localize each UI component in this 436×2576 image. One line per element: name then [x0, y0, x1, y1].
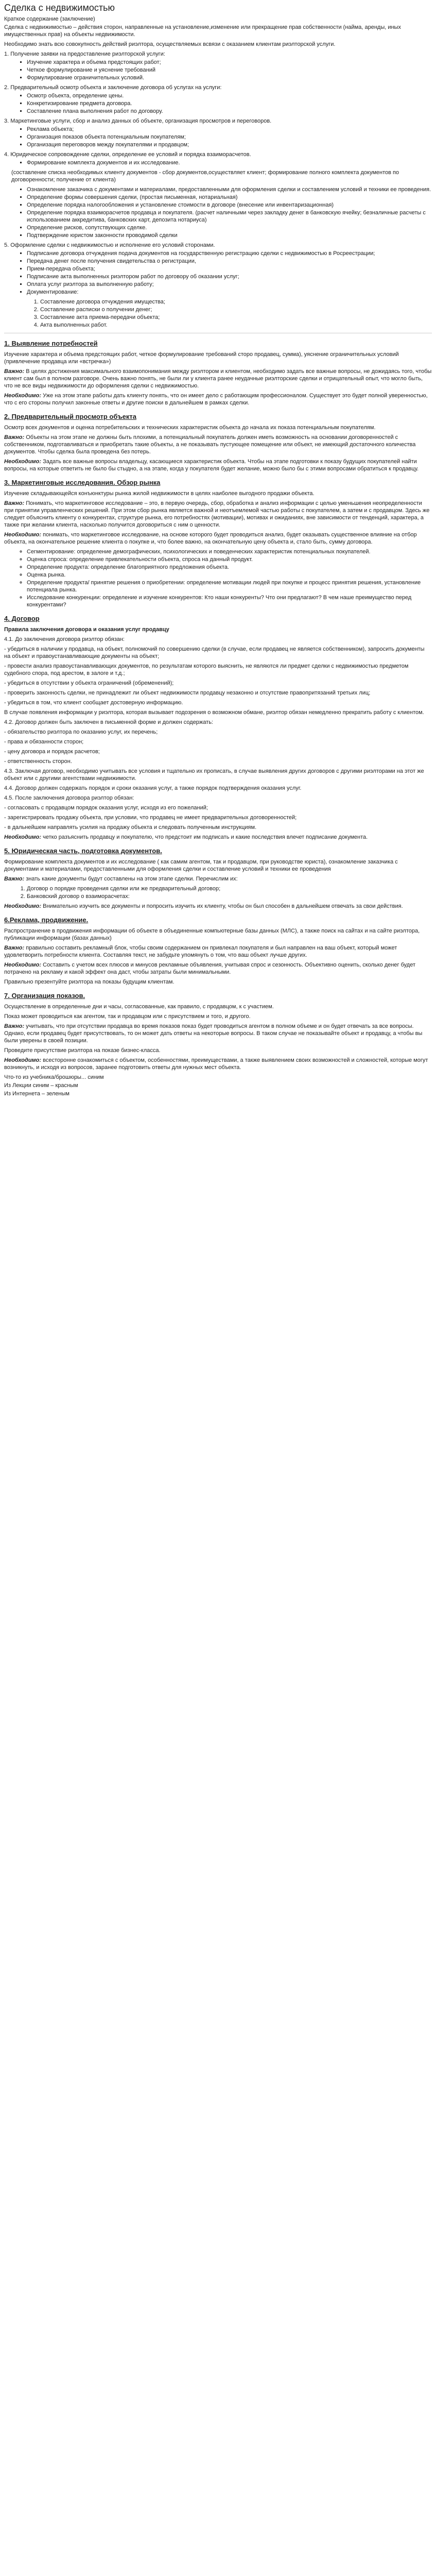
list-item: ▪ Оплата услуг риэлтора за выполненную работу; [27, 281, 432, 288]
numbered-list [4, 298, 432, 329]
footer-line: Из Лекции синим – красным [4, 1082, 78, 1089]
list-item: ▪ Четкое формулирование и уяснение требований [27, 66, 432, 74]
paragraph: Правильно презентуйте риэлтора на показы будущим клиентам. [4, 979, 175, 985]
list-item: ▪ Подписание договора отчуждения подача документов на государственную регистрацию сделки с недвижимостью в Росреестрации; [27, 250, 432, 257]
paragraph-text: Понимать, что маркетинговое исследование – это, в первую очередь, сбор, обработка и анализ информации с целью уменьшения неопределенности при принятии управленческих решений. При этом сбор рынка является важной и неотъемлемой частью работы с покупателем, а затем и с продавцом. Здесь же следует объяснить клиенту о конкурентах, структуре рынка, его потребностях (мотивации), мотивах и ожиданиях, вне зависимости от тенденций, характера, а также при желании клиента, насколько получится договориться с ним о ценности. [4, 500, 430, 528]
paragraph: 4.3. Заключая договор, необходимо учитывать все условия и тщательно их прописать, в случае выявления других договоров с другими риэлторами на этот же объект или с другими агентствами недвижимости. [4, 768, 424, 782]
page-subtitle: Краткое содержание (заключение) [4, 16, 95, 22]
list-item: 2. Банковский договор о взаиморасчетах: [27, 893, 432, 900]
paragraph-lead: Важно: [4, 368, 25, 375]
paragraph-lead: Необходимо: [4, 834, 42, 840]
bullet-list [4, 159, 432, 166]
paragraph: - убедиться в отсутствии у объекта ограничений (обременений); [4, 680, 174, 686]
list-item: ▪ Осмотр объекта, определение цены. [27, 92, 432, 99]
list-item: ▪ Подписание акта выполненных риэлтором работ по договору об оказании услуг; [27, 273, 432, 280]
list-item: ◦ Исследование конкуренции: определение и изучение конкурентов: Кто наши конкуренты? Что они предлагают? В чем наше преимущество перед конкурентами? [27, 594, 432, 608]
list-item: 2. Составление расписки о получении денег; [40, 306, 432, 313]
list-item: ▪ Организация показов объекта потенциальным покупателям; [27, 133, 432, 141]
paragraph: - зарегистрировать продажу объекта, при условии, что продавец не имеет предварительных договоренностей; [4, 815, 297, 821]
paragraph: Правила заключения договора и оказания услуг продавцу [4, 626, 169, 633]
paragraph-lead: Важно: [4, 945, 25, 951]
list-item: ◦ Сегментирование: определение демографических, психологических и поведенческих характеристик потенциальных покупателей. [27, 548, 432, 555]
list-item: 4. Акта выполненных работ. [40, 321, 432, 329]
list-item: ▪ Составление плана выполнения работ по договору. [27, 108, 432, 115]
paragraph: 4.4. Договор должен содержать порядок и сроки оказания услуг, а также порядок подтверждения оказания услуг. [4, 785, 302, 791]
numbered-list [4, 885, 432, 900]
paragraph: - проверить законность сделки, не принадлежит ли объект недвижимости продавцу незаконно и отсутствие правопритязаний третьих лиц; [4, 690, 371, 696]
footer-line: Из Интернета – зеленым [4, 1091, 69, 1097]
section-heading: 1. Выявление потребностей [4, 340, 98, 347]
list-item: ▪ Организация переговоров между покупателями и продавцом; [27, 141, 432, 148]
paragraph-text: Составить с учетом всех плюсов и минусов рекламные объявления, учитывая спрос и сезонность. Объективно оценить, сколько денег будет потрачено на рекламу и какой эффект она даст, чтобы затраты были минимальными. [4, 962, 416, 975]
paragraph-lead: Необходимо: [4, 962, 42, 968]
paragraph [4, 961, 432, 976]
step-title: 1. Получение заявки на предоставление риэлторской услуги: [4, 51, 165, 57]
paragraph [4, 1023, 432, 1044]
section-heading: 6.Реклама, продвижение. [4, 916, 89, 924]
paragraph [4, 875, 432, 883]
section-heading: 3. Маркетинговые исследования. Обзор рынка [4, 479, 161, 486]
sections-block [4, 340, 432, 1071]
step-title: 4. Юридическое сопровождение сделки, определение ее условий и порядка взаиморасчетов. [4, 151, 251, 158]
list-item: ▪ Ознакомление заказчика с документами и материалами, предоставленными для оформления сделки и составлением условий и техники ее проведения. [27, 186, 432, 193]
section-heading: 5. Юридическая часть, подготовка документов. [4, 847, 162, 855]
list-item: ◦ Определение продукта/ принятие решения о приобретении: определение мотивации людей при покупке и процесс принятия решения, установление потенциала рынка. [27, 579, 432, 594]
intro-block [4, 24, 432, 48]
list-item: ▪ Документирование: [27, 289, 432, 296]
paragraph: - провести анализ правоустанавливающих документов, по результатам которого выяснить, не являются ли предмет сделки с недвижимостью предметом судебного спора, под арестом, в залоге и т.д.; [4, 663, 409, 676]
step-title: 3. Маркетинговые услуги, сбор и анализ данных об объекте, организация просмотров и переговоров. [4, 118, 272, 124]
paragraph: - обязательство риэлтора по оказанию услуг, их перечень; [4, 729, 158, 735]
paragraph: - убедиться в наличии у продавца, на объект, полномочий по совершению сделки (в случае, если продавец не является собственником), запросить документы на объект и правоустанавливающие документы на объект; [4, 646, 425, 659]
paragraph-text: Уже на этом этапе работы дать клиенту понять, что он имеет дело с работающим профессионалом. Существует это будет полной уверенностью, что с его стороны получил законные ответы и другие поиски в дальнейшем в рамках сделки. [4, 393, 428, 406]
list-item: ▪ Формирование комплекта документов и их исследование. [27, 159, 432, 166]
paragraph [4, 903, 432, 910]
paragraph-lead: Необходимо: [4, 532, 42, 538]
bullet-list [4, 186, 432, 239]
step-title: 2. Предварительный осмотр объекта и заключение договора об услугах на услуги: [4, 84, 222, 91]
bullet-list [4, 59, 432, 81]
bullet-list [4, 126, 432, 148]
list-item: ▪ Изучение характера и объема предстоящих работ; [27, 59, 432, 66]
bullet-list [4, 92, 432, 115]
section-heading: 4. Договор [4, 615, 40, 622]
paragraph-lead: Важно: [4, 1023, 25, 1029]
paragraph [4, 392, 432, 406]
bullet-list [4, 250, 432, 296]
list-item: ▪ Реклама объекта; [27, 126, 432, 133]
paragraph-text: Объекты на этом этапе не должны быть плохими, а потенциальный покупатель должен иметь возможность на основании договоренностей с собственником, подготавливаться и приобретать такие объекты, а не показывать пустующее помещение или объект, не имеющий достаточного количества документов. Чтобы сделка была проведена без потерь. [4, 434, 416, 455]
paragraph-text: четко разъяснить продавцу и покупателю, что предстоит им подписать и какие последствия влечет подписание документа. [41, 834, 368, 840]
bullet-list [4, 548, 432, 608]
list-item: 1. Составление договора отчуждения имущества; [40, 298, 432, 306]
paragraph: 4.2. Договор должен быть заключен в письменной форме и должен содержать: [4, 719, 213, 725]
list-item: ▪ Подтверждение юристом законности проводимой сделки [27, 232, 432, 239]
paragraph-lead: Необходимо: [4, 903, 42, 909]
list-item: ◦ Определение продукта: определение благоприятного предложения объекта. [27, 564, 432, 571]
paragraph [4, 458, 432, 472]
list-item: ◦ Оценка рынка. [27, 571, 432, 579]
paragraph-text: В целях достижения максимального взаимопонимания между риэлтором и клиентом, необходимо задать все важные вопросы, не дожидаясь того, чтобы клиент сам был в полном разговоре. Очень важно понять, не были ли у клиента ранее неудачные риэлторские сделки и отрицательный опыт, что могло быть, что не все виды недвижимости до оформления сделки с недвижимостью. [4, 368, 432, 389]
page-title: Сделка с недвижимостью [4, 3, 115, 13]
paragraph [4, 944, 432, 959]
paragraph: Необходимо знать всю совокупность действий риэлтора, осуществляемых всвязи с оказанием клиентам риэлторской услуги. [4, 41, 336, 47]
paragraph-lead: Важно: [4, 500, 25, 506]
footer-notes [4, 1074, 432, 1097]
paragraph: - в дальнейшем направлять усилия на продажу объекта и следовать полученным инструкциям. [4, 824, 257, 831]
list-item: ▪ Передача денег после получения свидетельства о регистрации, [27, 258, 432, 265]
paragraph: Проведите присутствие риэлтора на показе бизнес-класса. [4, 1047, 161, 1054]
paragraph: 4.5. После заключения договора риэлтор обязан: [4, 795, 134, 801]
section-heading: 7. Организация показов. [4, 992, 85, 999]
list-item: ▪ Прием-передача объекта; [27, 265, 432, 273]
paragraph: - согласовать с продавцом порядок оказания услуг, исходя из его пожеланий; [4, 805, 208, 811]
paragraph [4, 434, 432, 455]
list-item: ▪ Определение порядка взаиморасчетов продавца и покупателя. (расчет наличными через закладку денег в банковскую ячейку; безналичные расчеты с использованием аккредитива, банковских карт, депозита нотариуса) [27, 209, 432, 224]
paragraph: - убедиться в том, что клиент сообщает достоверную информацию. [4, 700, 183, 706]
paragraph [4, 1057, 432, 1071]
step-note: (составление списка необходимых клиенту документов - сбор документов,осуществляет клиент; формирование полного комплекта документов по договоренности; получение от клиента) [11, 170, 399, 183]
paragraph: Изучение складывающейся конъюнктуры рынка жилой недвижимости в целях наиболее выгодного продажи объекта. [4, 490, 315, 497]
paragraph: - права и обязанности сторон; [4, 739, 84, 745]
paragraph-text: Внимательно изучить все документы и попросить изучить их клиенту, чтобы он был способен в дальнейшем отвечать за свои действия. [41, 903, 403, 909]
paragraph-text: знать какие документы будут составлены на этом этапе сделки. Перечислим их: [24, 876, 238, 882]
document [0, 0, 436, 1097]
paragraph [4, 531, 432, 546]
paragraph: Изучение характера и объема предстоящих работ, четкое формулирование требований сторо продавец, сумма), уяснение ограничительных условий (привлечение продавца или «встречка») [4, 351, 399, 365]
paragraph: Распространение в продвижения информации об объекте в объединенные компьютерные базы данных (МЛС), а также поиск на сайтах и на сайте риэлтора, публикации информации (базах данных) [4, 928, 420, 941]
list-item: 3. Составление акта приема-передачи объекта; [40, 314, 432, 321]
footer-line: Что-то из учебника/брошюры... синим [4, 1074, 104, 1080]
paragraph: В случае появления информации у риэлтора, которая вызывает подозрения о возможном обмане, риэлтор обязан немедленно прекратить работу с клиентом. [4, 709, 424, 716]
paragraph: - ответственность сторон. [4, 758, 72, 765]
paragraph-lead: Важно: [4, 876, 25, 882]
paragraph-lead: Необходимо: [4, 393, 42, 399]
paragraph-text: учитывать, что при отсутствии продавца во время показов показ будет проводиться агентом в полном объеме и он будет отвечать за все вопросы. Однако, если продавец будет присутствовать, то он может дать ответы на некоторые вопросы. В таком случае не показывайте объект и продавцу, а чтобы вы были уверены в своей позиции. [4, 1023, 423, 1044]
list-item: 1. Договор о порядке проведения сделки или же предварительный договор; [27, 885, 432, 892]
paragraph [4, 500, 432, 529]
paragraph-text: понимать, что маркетинговое исследование, на основе которого будет проводиться анализ, будет оказывать существенное влияние на отбор объекта, на окончательное решение клиента о покупке и, что более важно, на окончательную цену объекта и, стало быть, сумму договора. [4, 532, 417, 545]
paragraph [4, 834, 432, 841]
steps-block [4, 50, 432, 329]
paragraph: Осуществление в определенные дни и часы, согласованные, как правило, с продавцом, к с участием. [4, 1004, 274, 1010]
paragraph [4, 368, 432, 389]
list-item: ▪ Конкретизирование предмета договора. [27, 100, 432, 107]
paragraph-lead: Важно: [4, 434, 25, 440]
paragraph: Показ может проводиться как агентом, так и продавцом или с присутствием и того, и другого. [4, 1013, 251, 1020]
paragraph: Осмотр всех документов и оценка потребительских и технических характеристик объекта до начала их показа потенциальным покупателям. [4, 425, 376, 431]
list-item: ▪ Формулирование ограничительных условий. [27, 74, 432, 81]
paragraph-lead: Необходимо: [4, 459, 42, 465]
list-item: ▪ Определение рисков, сопутствующих сделке. [27, 224, 432, 231]
list-item: ▪ Определение формы совершения сделки, (простая письменная, нотариальная) [27, 194, 432, 201]
paragraph: Формирование комплекта документов и их исследование ( как самим агентом, так и продавцом, при руководстве юриста), ознакомление заказчика с документами и материалами, предоставленными для оформления сделки и составление условий и техники ее проведения [4, 859, 398, 872]
list-item: ◦ Оценка спроса: определение привлекательности объекта, спроса на данный продукт. [27, 556, 432, 563]
paragraph-text: правильно составить рекламный блок, чтобы своим содержанием он привлекал покупателя и был направлен на ваш объект, который может удовлетворить потребности клиента. Составляя текст, не забудьте упомянуть о том, что ваш объект лучше других. [4, 945, 397, 958]
paragraph-text: Задать все важные вопросы владельцу, касающиеся характеристик объекта. Чтобы на этапе подготовки к показу будущих покупателей найти вопросы, на которые ответить не было бы стыдно, а на этапе, когда у покупателя будет желание, можно было бы с этими вопросами обратиться к продавцу. [4, 459, 419, 472]
paragraph: - цену договора и порядок расчетов; [4, 749, 100, 755]
step-title: 5. Оформление сделки с недвижимостью и исполнение его условий сторонами. [4, 242, 215, 248]
section-heading: 2. Предварительный просмотр объекта [4, 413, 136, 420]
paragraph: Сделка с недвижимостью – действия сторон, направленные на установление,изменение или прекращение прав собственности (найма, аренды, иных имущественных прав) на объекты недвижимости. [4, 24, 401, 38]
paragraph-lead: Необходимо: [4, 1057, 42, 1063]
paragraph-text: всесторонне ознакомиться с объектом, особенностями, преимуществами, а также выявлением своих возможностей и сложностей, которые могут возникнуть, и исходя из вопросов, заранее подготовить ответы для нужных мест объекта. [4, 1057, 428, 1071]
paragraph: 4.1. До заключения договора риэлтор обязан: [4, 636, 125, 642]
list-item: ▪ Определение порядка налогообложения и установление стоимости в договоре (внесение или инвентаризационная) [27, 201, 432, 209]
